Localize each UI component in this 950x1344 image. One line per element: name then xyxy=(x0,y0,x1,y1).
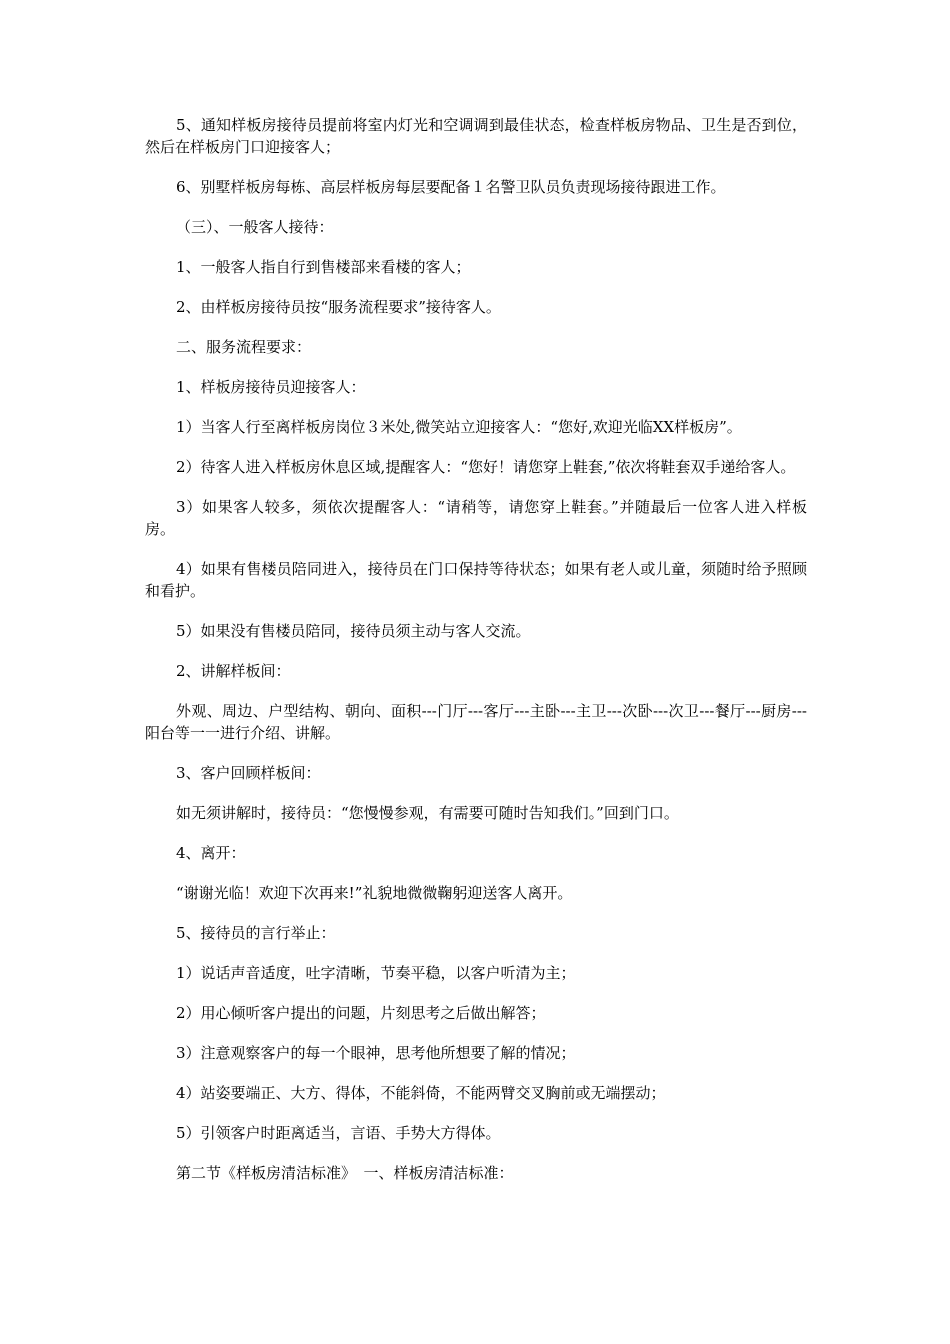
paragraph-conduct-4: 4）站姿要端正、大方、得体，不能斜倚，不能两臂交叉胸前或无端摆动； xyxy=(176,1084,666,1102)
paragraph-greeting-step-5: 5）如果没有售楼员陪同，接待员须主动与客人交流。 xyxy=(176,622,531,640)
paragraph-conduct-3: 3）注意观察客户的每一个眼神，思考他所想要了解的情况； xyxy=(176,1044,576,1062)
document-body xyxy=(145,114,807,1202)
paragraph-conduct-2: 2）用心倾听客户提出的问题，片刻思考之后做出解答； xyxy=(176,1004,546,1022)
paragraph-departure: “谢谢光临！欢迎下次再来!”礼貌地微微鞠躬迎送客人离开。 xyxy=(176,884,573,902)
section-heading-cleaning-standard: 第二节《样板房清洁标准》 一、样板房清洁标准： xyxy=(176,1164,514,1182)
paragraph-general-guest-definition: 1、一般客人指自行到售楼部来看楼的客人； xyxy=(176,258,471,276)
subheading-receptionist-conduct: 5、接待员的言行举止： xyxy=(176,924,336,942)
paragraph-greeting-step-3: 3）如果客人较多，须依次提醒客人：“请稍等，请您穿上鞋套。”并随最后一位客人进入样板房。 xyxy=(145,498,807,538)
paragraph-explain-route: 外观、周边、户型结构、朝向、面积---门厅---客厅---主卧---主卫---次卧---次卫---餐厅---厨房---阳台等一一进行介绍、讲解。 xyxy=(145,702,807,742)
section-heading-service-process: 二、服务流程要求： xyxy=(176,338,312,356)
section-heading-general-guests: （三）、一般客人接待： xyxy=(176,218,334,236)
subheading-explain-showroom: 2、讲解样板间： xyxy=(176,662,291,680)
paragraph-notify-receptionist: 5、通知样板房接待员提前将室内灯光和空调调到最佳状态，检查样板房物品、卫生是否到位，然后在样板房门口迎接客人； xyxy=(145,116,807,156)
paragraph-greeting-step-1: 1）当客人行至离样板房岗位３米处,微笑站立迎接客人：“您好,欢迎光临XX样板房”。 xyxy=(176,418,742,436)
paragraph-greeting-step-2: 2）待客人进入样板房休息区域,提醒客人：“您好！请您穿上鞋套,”依次将鞋套双手递给客人。 xyxy=(176,458,796,476)
subheading-departure: 4、离开： xyxy=(176,844,246,862)
paragraph-conduct-5: 5）引领客户时距离适当，言语、手势大方得体。 xyxy=(176,1124,501,1142)
paragraph-guest-review: 如无须讲解时，接待员：“您慢慢参观，有需要可随时告知我们。”回到门口。 xyxy=(176,804,679,822)
paragraph-greeting-step-4: 4）如果有售楼员陪同进入，接待员在门口保持等待状态；如果有老人或儿童，须随时给予照顾和看护。 xyxy=(145,560,807,600)
paragraph-conduct-1: 1）说话声音适度，吐字清晰，节奏平稳，以客户听清为主； xyxy=(176,964,576,982)
paragraph-guard-assignment: 6、别墅样板房每栋、高层样板房每层要配备１名警卫队员负责现场接待跟进工作。 xyxy=(176,178,726,196)
subheading-guest-review: 3、客户回顾样板间： xyxy=(176,764,321,782)
paragraph-general-guest-process: 2、由样板房接待员按“服务流程要求”接待客人。 xyxy=(176,298,501,316)
subheading-greeting-guests: 1、样板房接待员迎接客人： xyxy=(176,378,366,396)
